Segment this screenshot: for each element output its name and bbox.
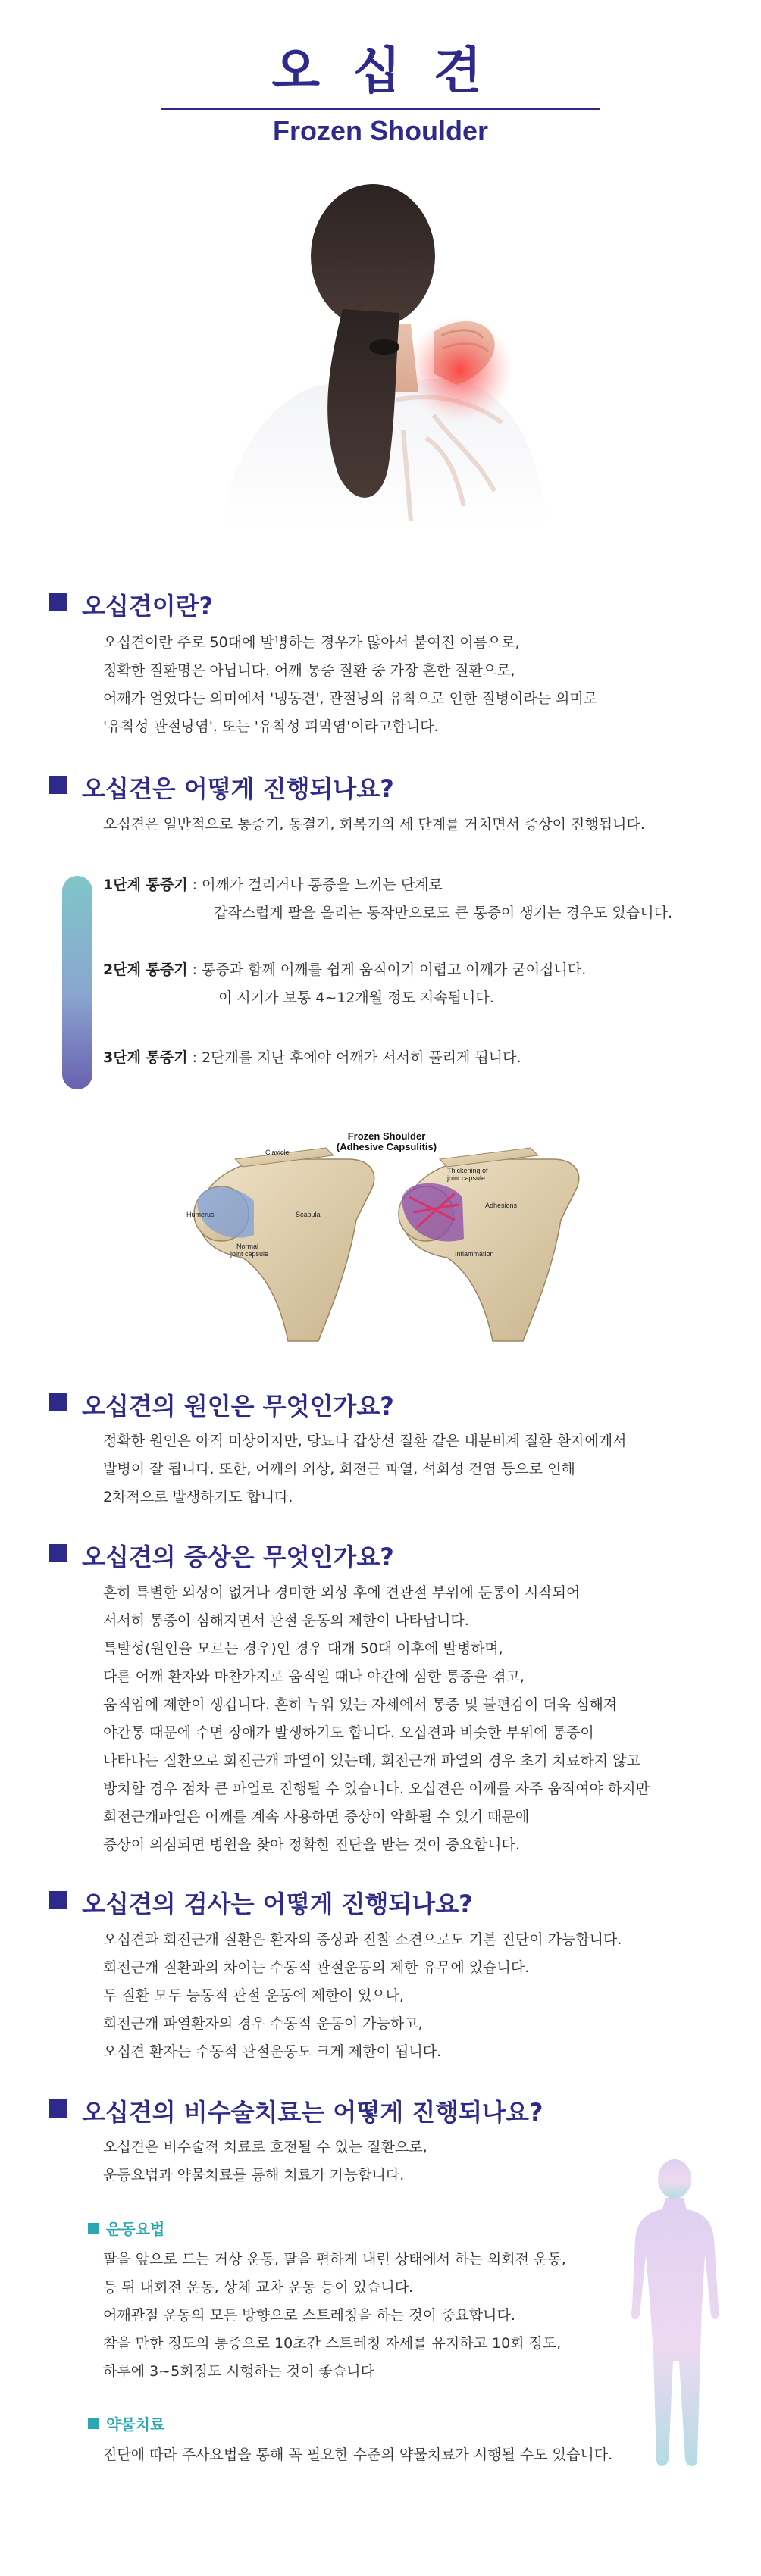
section-body-symptom <box>103 1579 709 1859</box>
diagram-label: Adhesions <box>485 1202 518 1209</box>
paragraph-line: 오십견과 회전근개 질환은 환자의 증상과 진찰 소견으로도 기본 진단이 가능합니다. <box>103 1931 622 1948</box>
diagram-label: Clavicle <box>265 1149 290 1156</box>
paragraph-line: 팔을 앞으로 드는 거상 운동, 팔을 편하게 내린 상태에서 하는 외회전 운동, <box>103 2251 566 2268</box>
stage-3 <box>103 1044 521 1072</box>
section-title: 오십견의 원인은 무엇인가요? <box>82 1392 394 1421</box>
subheading-square-icon <box>88 2418 99 2429</box>
section-body-treatment <box>103 2134 709 2190</box>
diagram-subtitle: (Adhesive Capsulitis) <box>336 1141 437 1152</box>
subheading-square-icon <box>88 2223 99 2234</box>
paragraph-line: 특발성(원인을 모르는 경우)인 경우 대개 50대 이후에 발병하며, <box>103 1640 503 1657</box>
paragraph-line: 오십견 환자는 수동적 관절운동도 크게 제한이 됩니다. <box>103 2043 442 2060</box>
paragraph-line: 어깨가 얼었다는 의미에서 '냉동견', 관절낭의 유착으로 인한 질병이라는 의미로 <box>103 690 598 707</box>
diagram-label: Inflammation <box>455 1250 494 1258</box>
section-intro-progress <box>103 811 709 839</box>
title-divider <box>161 108 600 110</box>
subheading-exercise <box>88 2217 164 2239</box>
diagram-title: Frozen Shoulder <box>347 1130 426 1142</box>
paragraph-line: 두 질환 모두 능동적 관절 운동에 제한이 있으나, <box>103 1987 405 2004</box>
shoulder-joint-diagram <box>182 1129 591 1349</box>
section-title: 오십견은 어떻게 진행되나요? <box>82 774 394 803</box>
drug-body <box>103 2441 709 2469</box>
exercise-body <box>103 2246 709 2386</box>
heading-square-icon <box>49 1544 67 1562</box>
paragraph-line: 오십견이란 주로 50대에 발병하는 경우가 많아서 붙여진 이름으로, <box>103 634 520 651</box>
page-subtitle: Frozen Shoulder <box>272 115 488 146</box>
paragraph-line: 다른 어깨 환자와 마찬가지로 움직일 때나 야간에 심한 통증을 겪고, <box>103 1668 525 1685</box>
heading-square-icon <box>49 1891 67 1909</box>
stage-progress-bar <box>62 876 92 1089</box>
stage-text: : 통증과 함께 어깨를 쉽게 움직이기 어렵고 어깨가 굳어집니다. <box>187 961 587 978</box>
subheading-text: 운동요법 <box>106 2220 165 2238</box>
diagram-label: joint capsule <box>447 1174 486 1182</box>
section-title: 오십견의 검사는 어떻게 진행되나요? <box>82 1890 473 1918</box>
stage-text: : 어깨가 걸리거나 통증을 느끼는 단계로 <box>187 877 443 893</box>
paragraph-line: 서서히 통증이 심해지면서 관절 운동의 제한이 나타납니다. <box>103 1612 469 1629</box>
subheading-text: 약물치료 <box>106 2415 165 2434</box>
frozen-shoulder <box>399 1148 579 1341</box>
stage-label: 2단계 통증기 <box>103 961 188 978</box>
paragraph-line: 오십견은 일반적으로 통증기, 동결기, 회복기의 세 단계를 거치면서 증상이 진행됩니다. <box>103 816 645 833</box>
paragraph-line: 야간통 때문에 수면 장애가 발생하기도 합니다. 오십견과 비슷한 부위에 통증이 <box>103 1724 594 1741</box>
stage-1 <box>103 871 443 899</box>
paragraph-line: 회전근개 질환과의 차이는 수동적 관절운동의 제한 유무에 있습니다. <box>103 1959 530 1976</box>
paragraph-line: 증상이 의심되면 병원을 찾아 정확한 진단을 받는 것이 중요합니다. <box>103 1837 520 1853</box>
diagram-label: Humerus <box>186 1211 215 1218</box>
paragraph-line: 참을 만한 정도의 통증으로 10초간 스트레칭 자세를 유지하고 10회 정도, <box>103 2335 562 2352</box>
paragraph-line: 회전근개 파열환자의 경우 수동적 운동이 가능하고, <box>103 2015 423 2032</box>
paragraph-line: 오십견은 비수술적 치료로 호전될 수 있는 질환으로, <box>103 2139 427 2156</box>
paragraph-line: 정확한 원인은 아직 미상이지만, 당뇨나 갑상선 질환 같은 내분비계 질환 환자에게서 <box>103 1433 627 1449</box>
subheading-drug <box>88 2412 164 2434</box>
stage-label: 3단계 통증기 <box>103 1049 188 1066</box>
paragraph-line: 하루에 3~5회정도 시행하는 것이 좋습니다 <box>103 2363 374 2380</box>
diagram-label: joint capsule <box>230 1250 269 1258</box>
paragraph-line: 어깨관절 운동의 모든 방향으로 스트레칭을 하는 것이 중요합니다. <box>103 2307 515 2324</box>
section-title: 오십견의 비수술치료는 어떻게 진행되나요? <box>82 2098 543 2127</box>
heading-square-icon <box>49 593 67 611</box>
paragraph-line: 2차적으로 발생하기도 합니다. <box>103 1489 293 1505</box>
section-body-exam <box>103 1926 709 2066</box>
paragraph-line: 진단에 따라 주사요법을 통해 꼭 필요한 수준의 약물치료가 시행될 수도 있습니다. <box>103 2446 613 2463</box>
section-body-what <box>103 629 709 741</box>
heading-square-icon <box>49 2099 67 2118</box>
section-title: 오십견이란? <box>82 592 214 621</box>
section-title: 오십견의 증상은 무엇인가요? <box>82 1543 394 1571</box>
heading-square-icon <box>49 1393 67 1411</box>
paragraph-line: 흔히 특별한 외상이 없거나 경미한 외상 후에 견관절 부위에 둔통이 시작되어 <box>103 1584 581 1601</box>
stage-text: : 2단계를 지난 후에야 어깨가 서서히 풀리게 됩니다. <box>187 1049 521 1066</box>
section-body-cause <box>103 1427 709 1512</box>
stage-text: 이 시기가 보통 4~12개월 정도 지속됩니다. <box>218 989 494 1006</box>
hero-image <box>206 173 555 536</box>
paragraph-line: 회전근개파열은 어깨를 계속 사용하면 증상이 악화될 수 있기 때문에 <box>103 1809 530 1825</box>
woman-shoulder-pain-illustration <box>206 173 555 536</box>
normal-shoulder <box>186 1148 374 1341</box>
paragraph-line: 나타나는 질환으로 회전근개 파열이 있는데, 회전근개 파열의 경우 초기 치료하지 않고 <box>103 1752 640 1769</box>
diagram-label: Scapula <box>296 1211 321 1218</box>
stage-2 <box>103 956 586 984</box>
diagram-label: Thickening of <box>447 1167 488 1174</box>
paragraph-line: 발병이 잘 됩니다. 또한, 어깨의 외상, 회전근 파열, 석회성 건염 등으로 인해 <box>103 1461 575 1477</box>
paragraph-line: 등 뒤 내회전 운동, 상체 교차 운동 등이 있습니다. <box>103 2279 414 2296</box>
paragraph-line: 운동요법과 약물치료를 통해 치료가 가능합니다. <box>103 2167 405 2184</box>
page-title: 오 십 견 <box>271 42 490 100</box>
stage-1-cont <box>214 899 672 927</box>
paragraph-line: 정확한 질환명은 아닙니다. 어깨 통증 질환 중 가장 흔한 질환으로, <box>103 662 515 679</box>
anatomy-illustration <box>182 1129 591 1349</box>
paragraph-line: 움직임에 제한이 생깁니다. 흔히 누워 있는 자세에서 통증 및 불편감이 더욱 심해져 <box>103 1696 618 1713</box>
diagram-label: Normal <box>236 1243 259 1250</box>
paragraph-line: '유착성 관절낭염'. 또는 '유착성 피막염'이라고합니다. <box>103 718 439 735</box>
heading-square-icon <box>49 776 67 794</box>
stage-text: 갑작스럽게 팔을 올리는 동작만으로도 큰 통증이 생기는 경우도 있습니다. <box>214 905 672 921</box>
stage-label: 1단계 통증기 <box>103 877 188 893</box>
stage-2-cont <box>218 984 494 1012</box>
paragraph-line: 방치할 경우 점차 큰 파열로 진행될 수 있습니다. 오십견은 어깨를 자주 움직여야 하지만 <box>103 1780 650 1797</box>
